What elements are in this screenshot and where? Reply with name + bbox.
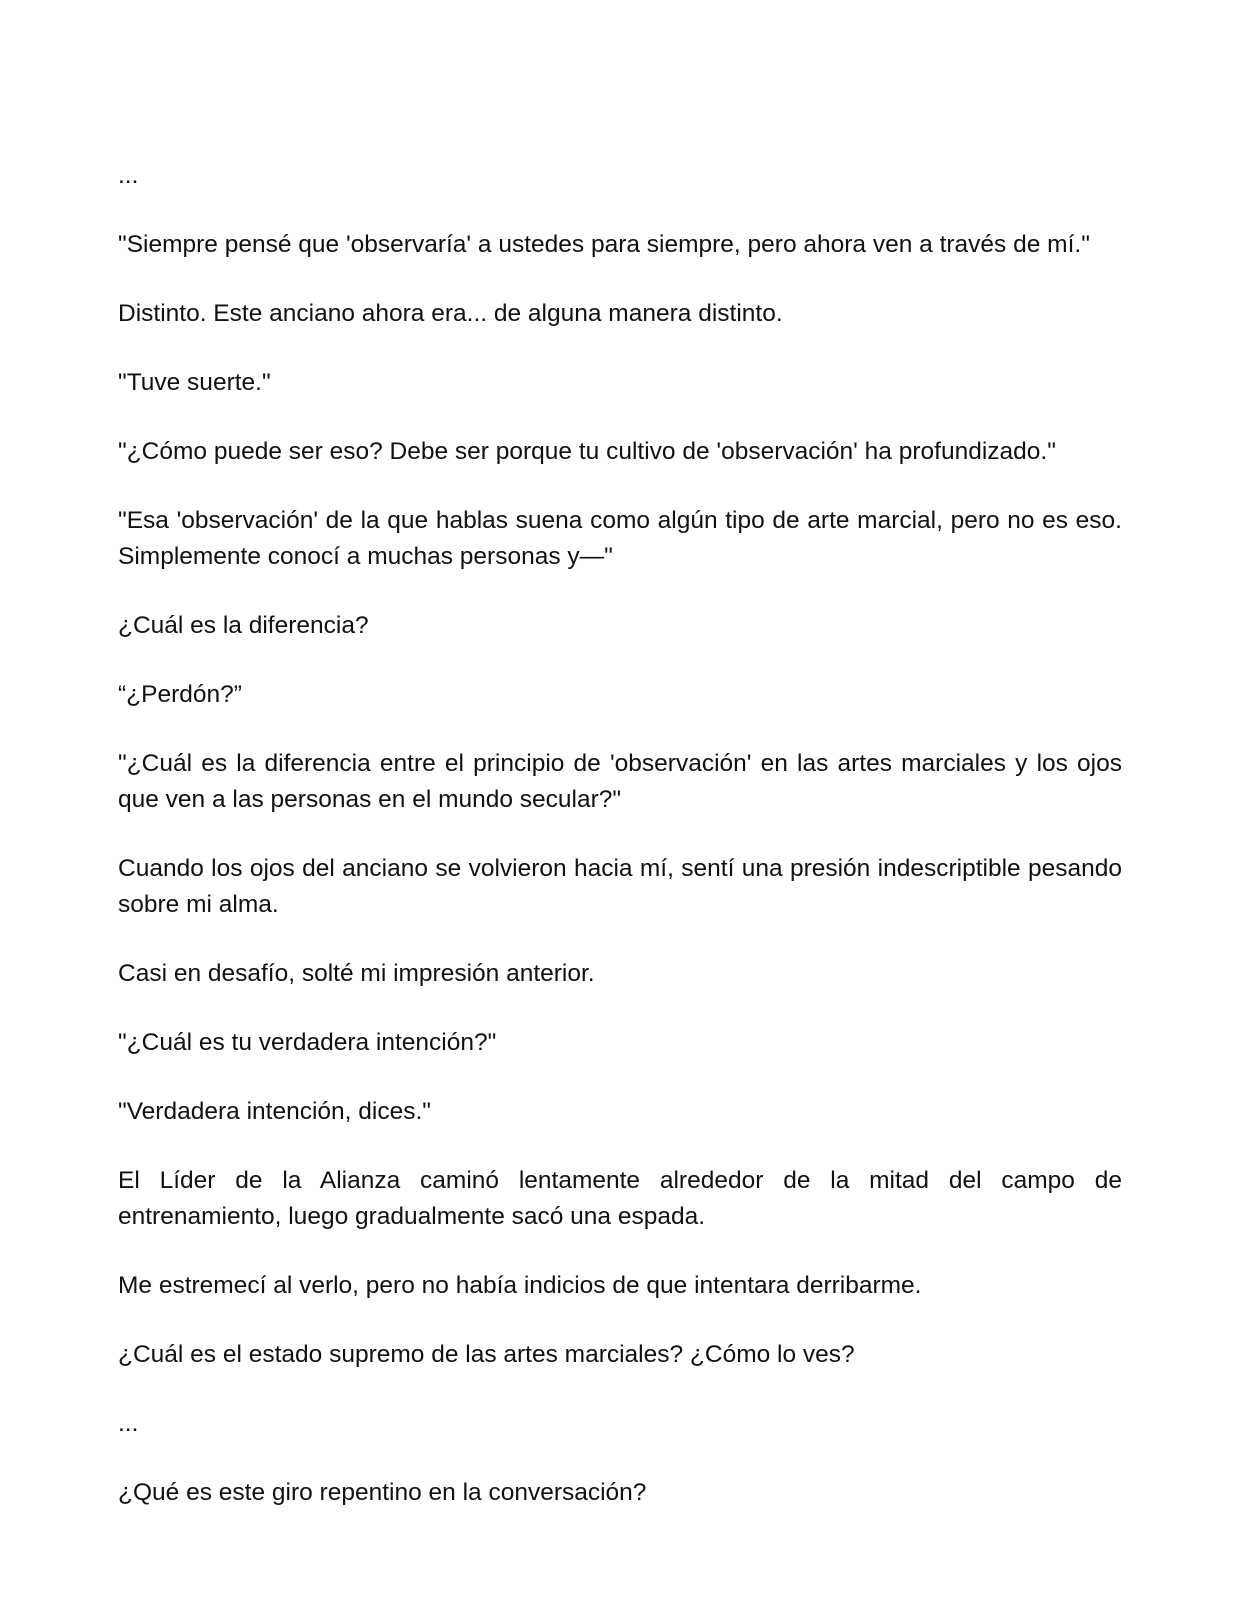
paragraph: Me estremecí al verlo, pero no había indicios de que intentara derribarme. xyxy=(118,1272,922,1299)
paragraph-ellipsis-bottom: ... xyxy=(118,1410,139,1437)
paragraph: "¿Cuál es tu verdadera intención?" xyxy=(118,1029,497,1056)
paragraph: "Siempre pensé que 'observaría' a ustedes para siempre, pero ahora ven a través de mí." xyxy=(118,231,1090,258)
paragraph: "¿Cómo puede ser eso? Debe ser porque tu cultivo de 'observación' ha profundizado." xyxy=(118,438,1056,465)
paragraph: ¿Qué es este giro repentino en la conversación? xyxy=(118,1479,647,1506)
paragraph: “¿Perdón?” xyxy=(118,681,242,708)
paragraph-ellipsis-top: ... xyxy=(118,162,139,189)
paragraph: ¿Cuál es la diferencia? xyxy=(118,612,369,639)
paragraph: Casi en desafío, solté mi impresión anterior. xyxy=(118,960,595,987)
paragraph: "¿Cuál es la diferencia entre el principio de 'observación' en las artes marciales y los ojos que ven a las personas en el mundo secular?" xyxy=(118,750,1122,813)
paragraph: El Líder de la Alianza caminó lentamente alrededor de la mitad del campo de entrenamiento, luego gradualmente sacó una espada. xyxy=(118,1167,1122,1230)
paragraph: "Tuve suerte." xyxy=(118,369,271,396)
document-body xyxy=(118,158,1122,1544)
paragraph: "Verdadera intención, dices." xyxy=(118,1098,431,1125)
paragraph: Cuando los ojos del anciano se volvieron hacia mí, sentí una presión indescriptible pesando sobre mi alma. xyxy=(118,855,1122,918)
paragraph: ¿Cuál es el estado supremo de las artes marciales? ¿Cómo lo ves? xyxy=(118,1341,855,1368)
paragraph: "Esa 'observación' de la que hablas suena como algún tipo de arte marcial, pero no es eso. Simplemente conocí a muchas personas y—" xyxy=(118,507,1122,570)
paragraph: Distinto. Este anciano ahora era... de alguna manera distinto. xyxy=(118,300,783,327)
